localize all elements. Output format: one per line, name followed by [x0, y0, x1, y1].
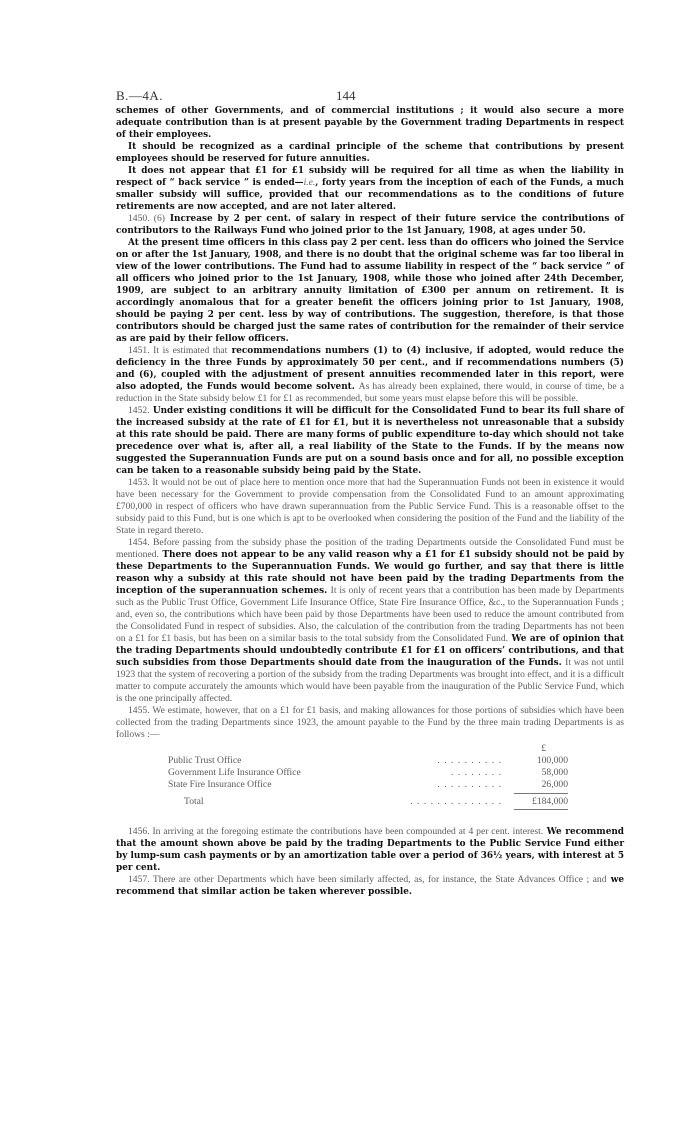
table-row: [168, 779, 568, 791]
paragraph-1451-bold: recommendations numbers (1) to (4) inclusive, if adopted, would reduce the deficiency in the three Funds by approximately 50 per cent., and if recommendations numbers (5) and (6), coupled with the adjustment of present annuities recommended later in this report, were also adopted, the Funds would become solvent.: [116, 346, 624, 392]
subsidy-text-a: It does not appear that £1 for £1 subsidy will be required for all time as when the liability in respect of “ back service ” is ended—: [116, 166, 624, 188]
paragraph-1454-bold-1: There does not appear to be any valid reason why a £1 for £1 subsidy should not be paid by these Departments to the Superannuation Funds. We would go further, and say that there is little reason why a subsidy at this rate should not have been paid by the trading Departments from the inception of the superannuation schemes.: [116, 550, 624, 596]
paragraph-1454: [116, 537, 624, 705]
paragraph-1454-normal-1: It is only of recent years that a contribution has been made by Departments such as the Public Trust Office, Government Life Insurance Office, State Fire Insurance Office, &c., to the Superannuation Funds ; and, even so, the contributions which have been paid by those Departments have been used to reduce the amount contributed from the Consolidated Fund in respect of subsidies. Also, the calculation of the contribution from the trading Departments has not been on a £1 for £1 basis, but has been on a similar basis to the total subsidy from the Consolidated Fund.: [116, 585, 624, 644]
section-spacer: [116, 810, 624, 826]
paragraph-1454-bold-2: We are of opinion that the trading Departments should undoubtedly contribute £1 for £1 on officers’ contributions, and that such subsidies from those Departments should date from the inauguration of the Funds.: [116, 634, 625, 668]
report-body: [116, 105, 624, 898]
table-row-leader: . . . . . . . . . .: [437, 779, 502, 790]
paragraph-1451: [116, 345, 624, 405]
document-reference: B.—4A.: [116, 88, 164, 103]
paragraph-cardinal-principle: It should be recognized as a cardinal principle of the scheme that contributions by present employees should be reserved for future annuities.: [116, 142, 624, 164]
paragraph-1451-normal: As has already been explained, there would, in course of time, be a reduction in the State subsidy below £1 for £1 as recommended, but some years must elapse before this will be possible.: [116, 381, 625, 404]
table-row-name: Government Life Insurance Office: [168, 767, 301, 778]
page-number: 144: [336, 88, 356, 103]
paragraph-1450-heading: Increase by 2 per cent. of salary in respect of their future service the contributions of contributors to the Railways Fund who joined prior to the 1st January, 1908, at ages under 50.: [116, 214, 625, 236]
paragraph-1452-bold: Under existing conditions it will be difficult for the Consolidated Fund to bear its full share of the increased subsidy at the rate of £1 for £1, but it is nevertheless not unreasonable that a subsidy at this rate should be paid. There are many forms of public expenditure to-day which should not take precedence over what is, after all, a real liability of the State to the Funds. If by the means now suggested the Superannuation Funds are put on a sound basis once and for all, no possible exception can be taken to a reasonable subsidy being paid by the State.: [116, 406, 624, 476]
table-total-value: £184,000: [532, 796, 568, 807]
paragraph-1457-number: 1457. There are other Departments which have been similarly affected, as, for instance, the State Advances Office ; and: [128, 874, 607, 885]
contributions-table: [168, 743, 568, 810]
subsidy-text-b: , forty years from the inception of each of the Funds, a much smaller subsidy will suffice, provided that our recommendations as to the conditions of future retirements are now accepted, and are not later altered.: [116, 178, 624, 212]
paragraph-1457-bold: we recommend that similar action be taken wherever possible.: [116, 875, 625, 897]
paragraph-1456-bold: We recommend that the amount shown above be paid by the trading Departments to the Public Service Fund either by lump-sum cash payments or by an amortization table over a period of 36½ years, with interest at 5 per cent.: [116, 827, 624, 873]
currency-heading: £: [541, 743, 546, 754]
table-row-name: Public Trust Office: [168, 755, 242, 766]
table-total-leader: . . . . . . . . . . . . . .: [410, 796, 502, 807]
paragraph-1450: [116, 213, 624, 237]
table-row-name: State Fire Insurance Office: [168, 779, 272, 790]
paragraph-1450-block: At the present time officers in this class pay 2 per cent. less than do officers who joined the Service on or after the 1st January, 1908, and there is no doubt that the original scheme was far too liberal in view of the lower contributions. The Fund had to assume liability in respect of the “ back service ” of all officers who joined prior to the 1st January, 1908, while those who joined after 24th December, 1909, are subject to an arbitrary annuity limitation of £300 per annum on retirement. It is accordingly anomalous that for a greater benefit the officers joining prior to 1st January, 1908, should be paying 2 per cent. less by way of contributions. The suggestion, therefore, is that those contributors should be charged just the same rates of contribution for the remainder of their service as are paid by their fellow officers.: [116, 238, 624, 344]
paragraph-1454-normal-2: It was not until 1923 that the system of recovering a portion of the subsidy from the trading Departments was brought into effect, and it is a difficult matter to compute accurately the amounts which would have been payable from the inauguration of the Public Service Fund, which is the one principally affected.: [116, 657, 625, 704]
paragraph-1456: [116, 826, 624, 874]
paragraph-1455: 1455. We estimate, however, that on a £1 for £1 basis, and making allowances for those portions of subsidies which have been collected from the trading Departments since 1923, the amount payable to the Fund by the three main trading Departments is as follows :—: [116, 705, 624, 740]
paragraph-1452-number: 1452.: [128, 405, 150, 416]
paragraph-1450-number: 1450. (6): [128, 213, 165, 224]
paragraph-1453: 1453. It would not be out of place here to mention once more that had the Superannuation Funds not been in existence it would have been necessary for the Government to provide compensation from the Consolidated Fund to an amount approximating £700,000 in respect of officers who have drawn superannuation from the Public Service Fund. This is a reasonable offset to the subsidy paid to this Fund, but is one which is apt to be overlooked when considering the position of the Fund and the liability of the State in regard thereto.: [116, 477, 624, 536]
table-total-row: [168, 796, 568, 808]
paragraph-1457: [116, 874, 624, 898]
paragraph-1452: [116, 405, 624, 477]
paragraph-1456-number: 1456. In arriving at the foregoing estimate the contributions have been compounded at 4 per cent. interest.: [128, 826, 544, 837]
table-row-value: 58,000: [541, 767, 568, 778]
paragraph-continued: schemes of other Governments, and of commercial institutions ; it would also secure a more adequate contribution than is at present payable by the Government trading Departments in respect of their employees.: [116, 106, 624, 140]
table-row-value: 26,000: [541, 779, 568, 790]
table-row-leader: . . . . . . . .: [451, 767, 502, 778]
table-row: [168, 755, 568, 767]
table-row-leader: . . . . . . . . . .: [437, 755, 502, 766]
sum-rule: [514, 793, 568, 794]
table-row-value: 100,000: [536, 755, 568, 766]
ie-abbrev: i.e.: [303, 177, 316, 188]
table-total-label: Total: [184, 796, 204, 807]
paragraph-subsidy-duration: [116, 165, 624, 213]
paragraph-1454-number: 1454. Before passing from the subsidy phase the position of the trading Departments outside the Consolidated Fund must be mentioned.: [116, 537, 624, 560]
table-row: [168, 767, 568, 779]
paragraph-1451-number: 1451. It is estimated that: [128, 345, 228, 356]
